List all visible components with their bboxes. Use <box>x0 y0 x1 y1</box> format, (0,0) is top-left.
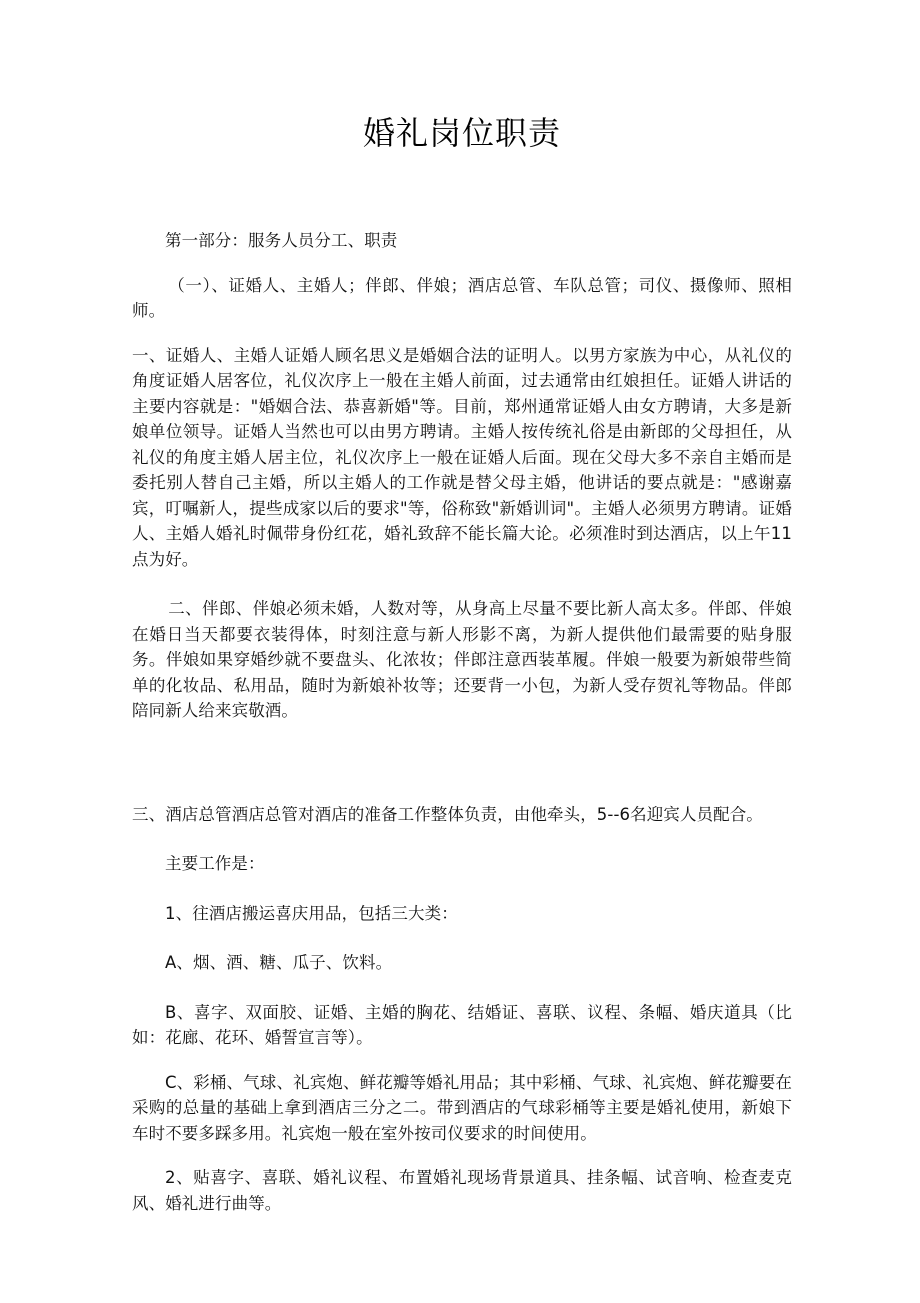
paragraph-gap <box>132 572 792 596</box>
paragraph-gap <box>132 827 792 851</box>
title-spacer <box>132 154 792 228</box>
paragraph-gap <box>132 254 792 273</box>
document-body <box>132 0 792 1216</box>
paragraph-hotel-manager: 三、酒店总管酒店总管对酒店的准备工作整体负责，由他牵头，5--6名迎宾人员配合。 <box>132 804 763 824</box>
paragraph-officiant-and-host: 一、证婚人、主婚人证婚人顾名思义是婚姻合法的证明人。以男方家族为中心，从礼仪的角度证婚人居客位，礼仪次序上一般在主婚人前面，过去通常由红娘担任。证婚人讲话的主要内容就是："婚姻合法、恭喜新婚"等。目前，郑州通常证婚人由女方聘请，大多是新娘单位领导。证婚人当然也可以由男方聘请。主婚人按传统礼俗是由新郎的父母担任，从礼仪的角度主婚人居主位，礼仪次序上一般在证婚人后面。现在父母大多不亲自主婚而是委托别人替自己主婚，所以主婚人的工作就是替父母主婚，他讲话的要点就是："感谢嘉宾，叮嘱新人，提些成家以后的要求"等，俗称致"新婚训词"。主婚人必须男方聘请。证婚人、主婚人婚礼时佩带身份红花，婚礼致辞不能长篇大论。必须准时到达酒店，以上午11点为好。 <box>132 345 792 569</box>
roles-list-paragraph: （一）、证婚人、主婚人；伴郎、伴娘；酒店总管、车队总管；司仪、摄像师、照相师。 <box>132 275 792 320</box>
paragraph-gap <box>132 926 792 950</box>
paragraph-gap <box>132 324 792 343</box>
label-main-work: 主要工作是： <box>165 854 265 873</box>
section-gap <box>132 724 792 802</box>
work-item-1-a: A、烟、酒、糖、瓜子、饮料。 <box>165 953 393 972</box>
paragraph-gap <box>132 877 792 901</box>
work-item-1: 1、往酒店搬运喜庆用品，包括三大类： <box>165 903 458 923</box>
section-heading-first-part: 第一部分：服务人员分工、职责 <box>165 231 398 250</box>
paragraph-gap <box>132 976 792 1000</box>
paragraph-best-man-bridesmaid: 二、伴郎、伴娘必须未婚，人数对等，从身高上尽量不要比新人高太多。伴郎、伴娘在婚日当天都要衣装得体，时刻注意与新人形影不离，为新人提供他们最需要的贴身服务。伴娘如果穿婚纱就不要盘头、化浓妆；伴郎注意西装革履。伴娘一般要为新娘带些简单的化妆品、私用品，随时为新娘补妆等；还要背一小包，为新人受存贺礼等物品。伴郎陪同新人给来宾敬酒。 <box>132 599 792 720</box>
page-title: 婚礼岗位职责 <box>362 114 561 152</box>
paragraph-gap <box>132 1146 792 1165</box>
work-item-1-c: C、彩桶、气球、礼宾炮、鲜花瓣等婚礼用品；其中彩桶、气球、礼宾炮、鲜花瓣要在采购的总量的基础上拿到酒店三分之二。带到酒店的气球彩桶等主要是婚礼使用，新娘下车时不要多踩多用。礼宾炮一般在室外按司仪要求的时间使用。 <box>132 1072 792 1143</box>
work-item-1-b: B、喜字、双面胶、证婚、主婚的胸花、结婚证、喜联、议程、条幅、婚庆道具（比如：花廊、花环、婚誓宣言等）。 <box>132 1002 792 1047</box>
paragraph-gap <box>132 1051 792 1070</box>
work-item-2: 2、贴喜字、喜联、婚礼议程、布置婚礼现场背景道具、挂条幅、试音响、检查麦克风、婚礼进行曲等。 <box>132 1168 792 1213</box>
